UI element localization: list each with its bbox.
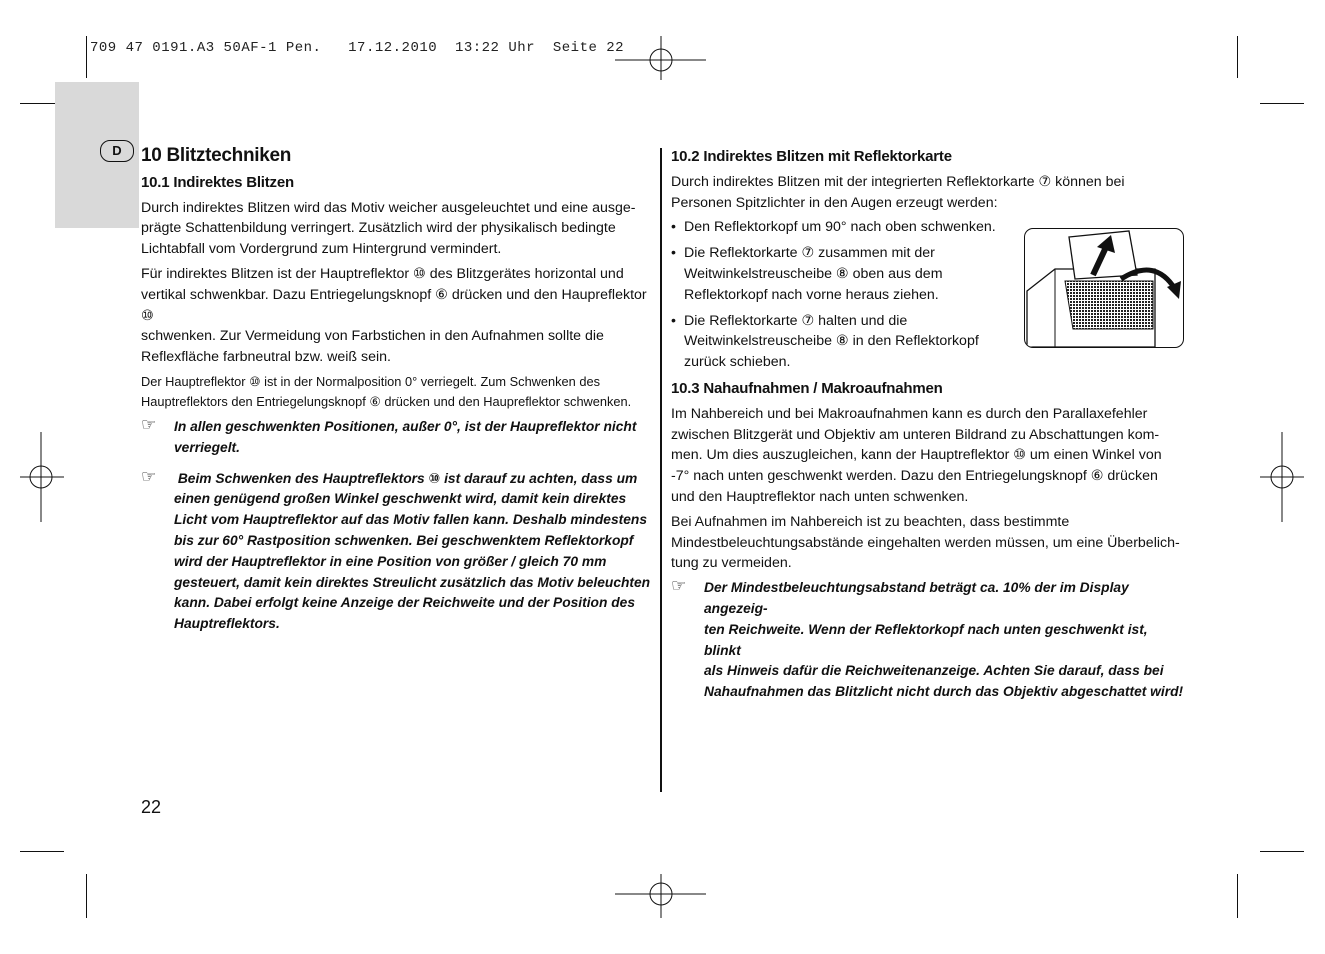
note-line: Beim Schwenken des Hauptreflektors ⑩ ist darauf zu achten, dass um bbox=[174, 470, 638, 486]
note-line: Licht vom Hauptreflektor auf das Motiv fallen kann. Deshalb mindestens bbox=[174, 512, 648, 528]
left-column bbox=[141, 146, 651, 645]
note-line: kann. Dabei erfolgt keine Anzeige der Reichweite und der Position des bbox=[174, 595, 636, 611]
text-line: Für indirektes Blitzen ist der Hauptreflektor ⑩ des Blitzgerätes horizontal und bbox=[141, 265, 624, 282]
note-line: gesteuert, damit kein direktes Streulicht zusätzlich das Motiv beleuchten bbox=[174, 574, 651, 590]
note-line: Nahaufnahmen das Blitzlicht nicht durch das Objektiv abgeschattet wird! bbox=[704, 684, 1184, 700]
language-badge: D bbox=[100, 140, 134, 162]
text-line: Der Hauptreflektor ⑩ ist in der Normalposition 0° verriegelt. Zum Schwenken des bbox=[141, 373, 600, 389]
note-unlocked bbox=[141, 414, 651, 459]
note-minimum-distance bbox=[671, 578, 1186, 703]
text-line: tung zu vermeiden. bbox=[671, 555, 792, 572]
note-swivel-angle bbox=[141, 466, 651, 635]
note-line: Der Mindestbeleuchtungsabstand beträgt ca. 10% der im Display angezeig- bbox=[704, 580, 1129, 616]
text-line: Im Nahbereich und bei Makroaufnahmen kann es durch den Parallaxefehler bbox=[671, 405, 1148, 422]
text-line: Mindestbeleuchtungsabstände eingehalten werden müssen, um eine Überbelich- bbox=[671, 534, 1180, 551]
section-10-1-paragraph-2 bbox=[141, 264, 651, 368]
flash-head-drawing bbox=[1025, 229, 1183, 347]
bullet-line: Weitwinkelstreuscheibe ⑧ oben aus dem bbox=[684, 265, 943, 282]
section-10-3-title: 10.3 Nahaufnahmen / Makroaufnahmen bbox=[671, 379, 943, 397]
section-10-2-paragraph bbox=[671, 172, 1186, 214]
text-line: Personen Spitzlichter in den Augen erzeugt werden: bbox=[671, 194, 998, 211]
text-line: men. Um dies auszugleichen, kann der Hauptreflektor ⑩ um einen Winkel von bbox=[671, 447, 1162, 464]
bullet-line: zurück schieben. bbox=[684, 354, 791, 371]
section-10-1-title: 10.1 Indirektes Blitzen bbox=[141, 173, 294, 191]
pointing-hand-icon: ☞ bbox=[671, 576, 687, 596]
section-10-1-paragraph-1 bbox=[141, 198, 651, 260]
section-10-1-paragraph-3 bbox=[141, 372, 651, 413]
note-line: wird der Hauptreflektor in eine Position von größer / gleich 70 mm bbox=[174, 553, 607, 569]
text-line: Lichtabfall vom Vordergrund zum Hintergrund vermindert. bbox=[141, 241, 502, 258]
text-line: prägte Schattenbildung verringert. Zusätzlich wird der physikalisch bedingte bbox=[141, 220, 616, 237]
page-number: 22 bbox=[141, 797, 162, 817]
chapter-title: 10 Blitztechniken bbox=[141, 145, 292, 166]
note-line: als Hinweis dafür die Reichweitenanzeige. Achten Sie darauf, dass bei bbox=[704, 663, 1164, 679]
text-line: Hauptreflektors den Entriegelungsknopf ⑥ drücken und den Haupreflektor schwenken. bbox=[141, 394, 632, 410]
bullet-dot: • bbox=[671, 245, 676, 262]
pointing-hand-icon: ☞ bbox=[141, 466, 157, 486]
text-line: zwischen Blitzgerät und Objektiv am unteren Bildrand zu Abschattungen kom- bbox=[671, 426, 1160, 443]
bullet-line: Die Reflektorkarte ⑦ halten und die bbox=[684, 312, 908, 329]
bullet-line: Reflektorkopf nach vorne heraus ziehen. bbox=[684, 286, 939, 303]
text-line: Bei Aufnahmen im Nahbereich ist zu beachten, dass bestimmte bbox=[671, 513, 1070, 530]
bullet-dot: • bbox=[671, 312, 676, 329]
section-10-3-paragraph-1 bbox=[671, 404, 1186, 508]
text-line: und den Hauptreflektor nach unten schwenken. bbox=[671, 488, 969, 505]
text-line: schwenken. Zur Vermeidung von Farbstichen in den Aufnahmen sollte die bbox=[141, 328, 604, 345]
text-line: vertikal schwenkbar. Dazu Entriegelungsknopf ⑥ drücken und den Haupreflektor ⑩ bbox=[141, 286, 647, 324]
note-line: einen genügend großen Winkel geschwenkt wird, damit kein direktes bbox=[174, 491, 627, 507]
bullet-dot: • bbox=[671, 219, 676, 236]
note-line: ten Reichweite. Wenn der Reflektorkopf nach unten geschwenkt ist, blinkt bbox=[704, 621, 1148, 658]
pointing-hand-icon: ☞ bbox=[141, 414, 157, 434]
bullet-line: Weitwinkelstreuscheibe ⑧ in den Reflektorkopf bbox=[684, 333, 979, 350]
bullet-line: Den Reflektorkopf um 90° nach oben schwenken. bbox=[684, 219, 996, 236]
note-line: Hauptreflektors. bbox=[174, 616, 280, 632]
text-line: Durch indirektes Blitzen mit der integrierten Reflektorkarte ⑦ können bei bbox=[671, 173, 1125, 190]
text-line: -7° nach unten geschwenkt werden. Dazu den Entriegelungsknopf ⑥ drücken bbox=[671, 468, 1158, 485]
bullet-line: Die Reflektorkarte ⑦ zusammen mit der bbox=[684, 245, 935, 262]
text-line: Reflexfläche farbneutral bzw. weiß sein. bbox=[141, 349, 391, 366]
column-divider bbox=[660, 148, 662, 792]
note-line: In allen geschwenkten Positionen, außer 0°, ist der Haupreflektor nicht bbox=[174, 418, 637, 434]
section-10-2-title: 10.2 Indirektes Blitzen mit Reflektorkarte bbox=[671, 148, 952, 165]
section-10-3-paragraph-2 bbox=[671, 512, 1186, 574]
note-line: bis zur 60° Rastposition schwenken. Bei geschwenktem Reflektorkopf bbox=[174, 532, 634, 548]
reflector-card-illustration bbox=[1024, 228, 1184, 348]
note-line: verriegelt. bbox=[174, 439, 240, 455]
text-line: Durch indirektes Blitzen wird das Motiv weicher ausgeleuchtet und eine ausge- bbox=[141, 199, 636, 216]
printer-slug-line: 709 47 0191.A3 50AF-1 Pen. 17.12.2010 13:22 Uhr Seite 22 bbox=[90, 40, 625, 56]
